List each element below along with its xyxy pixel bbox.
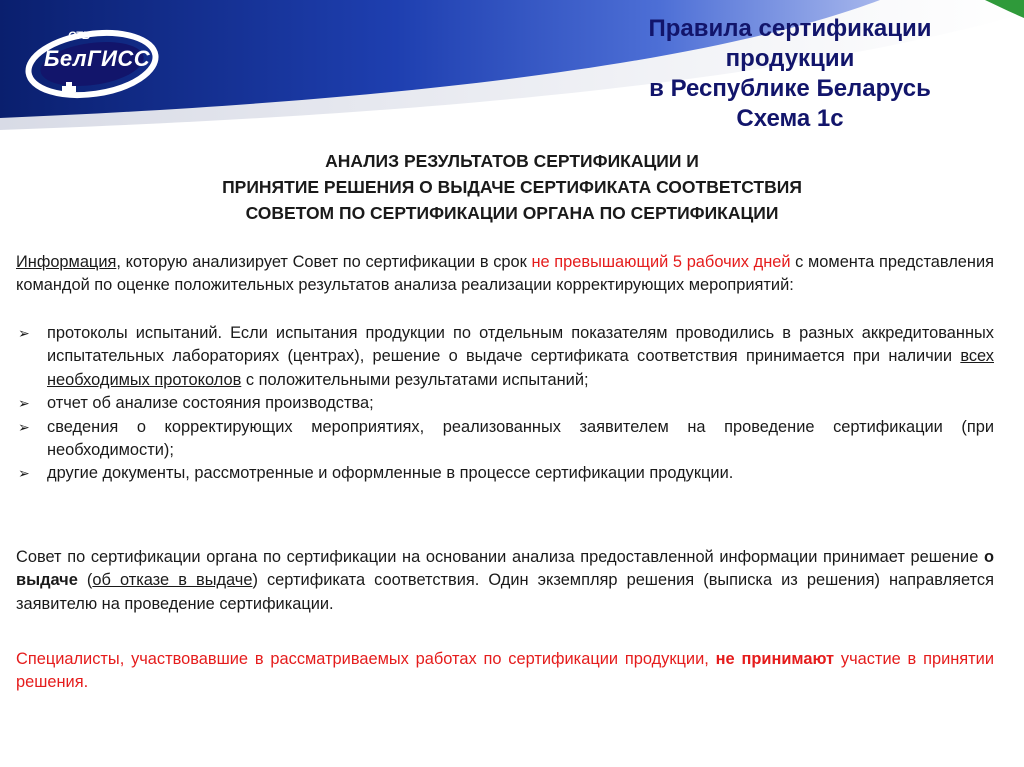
arrow-bullet-icon: ➢	[18, 325, 30, 341]
title-line: Правила сертификации	[648, 15, 932, 42]
section-heading	[100, 148, 924, 226]
decision-paren: (	[77, 571, 93, 590]
arrow-bullet-icon: ➢	[18, 395, 30, 412]
title-line: в Республике Беларусь	[649, 75, 931, 102]
list-item-text: сведения о корректирующих мероприятиях, реализованных заявителем на проведение сертификации (при необходимости);	[47, 417, 994, 460]
decision-text-end: ) сертификата соответствия. Один экземпляр решения (выписка из решения) направляется заявителю на проведение сертификации.	[16, 571, 994, 613]
heading-line: СОВЕТОМ ПО СЕРТИФИКАЦИИ ОРГАНА ПО СЕРТИФИКАЦИИ	[245, 203, 779, 223]
list-item	[16, 416, 994, 463]
list-item	[16, 462, 994, 485]
list-item-underlined: всех необходимых протоколов	[47, 347, 994, 389]
list-item-text: отчет об анализе состояния производства;	[47, 394, 374, 413]
page-title	[600, 14, 980, 134]
heading-line: ПРИНЯТИЕ РЕШЕНИЯ О ВЫДАЧЕ СЕРТИФИКАТА СООТВЕТСТВИЯ	[222, 177, 802, 197]
intro-lead-word: Информация	[16, 253, 117, 271]
specialists-note	[16, 648, 994, 695]
title-line: продукции	[725, 45, 855, 72]
heading-line: АНАЛИЗ РЕЗУЛЬТАТОВ СЕРТИФИКАЦИИ И	[325, 151, 699, 171]
decision-underlined: об отказе в выдаче	[92, 571, 253, 590]
intro-paragraph	[16, 251, 994, 298]
note-bold: не принимают	[715, 650, 835, 668]
intro-text-continued: с момента представления командой по оценке положительных результатов анализа реализации корректирующих мероприятий:	[16, 253, 995, 295]
arrow-bullet-icon: ➢	[18, 465, 30, 482]
document-list	[16, 322, 994, 486]
note-text-end: участие в принятии решения.	[16, 650, 994, 692]
deadline-highlight: не превышающий 5 рабочих дней	[531, 253, 791, 271]
decision-bold: о выдаче	[16, 548, 994, 590]
list-item-text: другие документы, рассмотренные и оформленные в процессе сертификации продукции.	[47, 464, 734, 483]
list-item-text-end: с положительными результатами испытаний;	[241, 370, 589, 389]
logo-label: БелГИСС	[43, 46, 151, 71]
list-item	[16, 392, 994, 415]
decision-text: Совет по сертификации органа по сертификации на основании анализа предоставленной информации принимает решение	[16, 548, 984, 566]
title-line: Схема 1с	[736, 105, 844, 132]
decision-paragraph	[16, 546, 994, 616]
note-text: Специалисты, участвовавшие в рассматриваемых работах по сертификации продукции,	[16, 650, 716, 668]
logo-stb-label: СТБ	[68, 30, 91, 42]
list-item	[16, 322, 994, 392]
intro-text: , которую анализирует Совет по сертификации в срок	[116, 253, 532, 271]
list-item-text: протоколы испытаний. Если испытания продукции по отдельным показателям проводились в разных аккредитованных испытательных лабораториях (центрах), решение о выдаче сертификата соответствия принимается при наличии	[47, 324, 994, 366]
arrow-bullet-icon: ➢	[18, 418, 30, 435]
